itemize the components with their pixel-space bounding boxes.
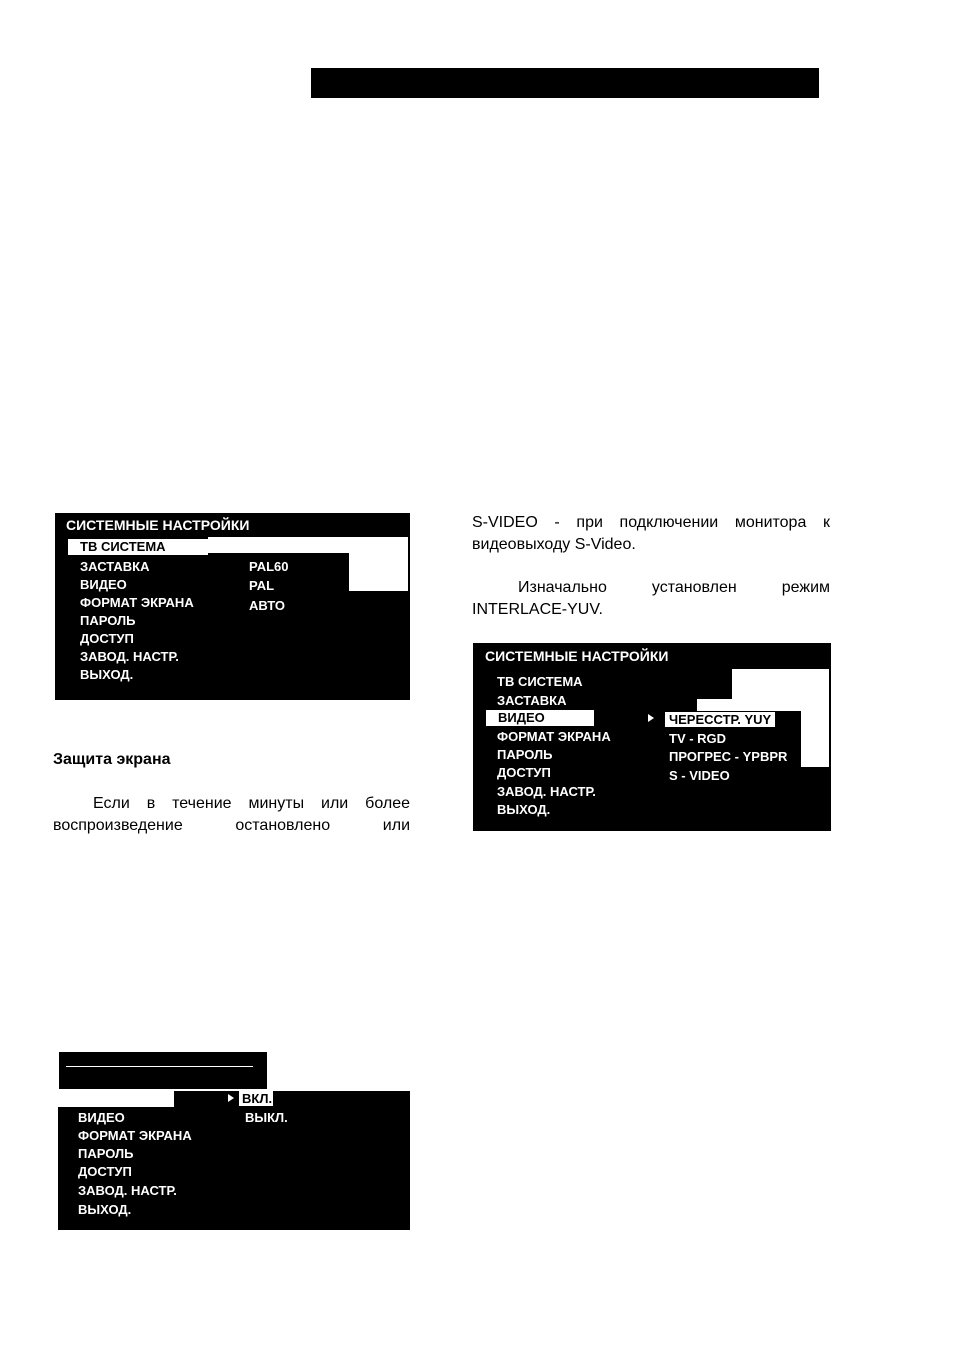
menu-item-access[interactable]: ДОСТУП — [497, 765, 551, 780]
svideo-line-2: видеовыходу S-Video. — [472, 536, 636, 553]
menu-item-screensaver[interactable]: ЗАСТАВКА — [80, 559, 150, 574]
option-tv-rgb[interactable]: TV - RGD — [669, 731, 727, 746]
menu-item-factory-settings[interactable]: ЗАВОД. НАСТР. — [497, 784, 596, 799]
menu-title-bar — [59, 1052, 267, 1089]
menu-item-exit[interactable]: ВЫХОД. — [497, 802, 551, 817]
screen-protection-line-2: воспроизведение остановлено или — [53, 817, 410, 834]
menu-item-video[interactable]: ВИДЕО — [78, 1110, 125, 1125]
menu-white-block — [58, 1091, 174, 1107]
menu-item-exit[interactable]: ВЫХОД. — [78, 1202, 132, 1217]
menu-item-access[interactable]: ДОСТУП — [80, 631, 134, 646]
menu-item-screen-format[interactable]: ФОРМАТ ЭКРАНА — [497, 729, 611, 744]
system-settings-menu-tv — [55, 513, 410, 700]
option-off[interactable]: ВЫКЛ. — [245, 1110, 288, 1125]
screen-protection-line-1: Если в течение минуты или более — [93, 795, 410, 812]
menu-item-screen-format[interactable]: ФОРМАТ ЭКРАНА — [80, 595, 194, 610]
menu-item-password[interactable]: ПАРОЛЬ — [497, 747, 553, 762]
menu-title: СИСТЕМНЫЕ НАСТРОЙКИ — [66, 517, 250, 533]
option-s-video[interactable]: S - VIDEO — [669, 768, 730, 783]
menu-item-tv-system[interactable]: ТВ СИСТЕМА — [497, 674, 583, 689]
menu-white-block — [349, 553, 408, 591]
selection-arrow-icon — [227, 540, 236, 552]
menu-item-exit[interactable]: ВЫХОД. — [80, 667, 134, 682]
menu-white-block — [697, 699, 829, 711]
menu-item-screen-format[interactable]: ФОРМАТ ЭКРАНА — [78, 1128, 192, 1143]
menu-title: СИСТЕМНЫЕ НАСТРОЙКИ — [485, 648, 669, 664]
menu-item-video[interactable]: ВИДЕО — [80, 577, 127, 592]
menu-item-video[interactable]: ВИДЕО — [486, 710, 594, 726]
menu-item-password[interactable]: ПАРОЛЬ — [78, 1146, 134, 1161]
option-on[interactable]: ВКЛ. — [239, 1091, 273, 1106]
menu-item-screensaver[interactable]: ЗАСТАВКА — [497, 693, 567, 708]
option-progressive-ypbpr[interactable]: ПРОГРЕС - YPBPR — [669, 749, 788, 764]
menu-item-access[interactable]: ДОСТУП — [78, 1164, 132, 1179]
option-interlace-yuv[interactable]: ЧЕРЕССТР. YUY — [665, 712, 775, 727]
section-heading-screen-protection: Защита экрана — [53, 751, 171, 768]
default-mode-line-2: INTERLACE-YUV. — [472, 601, 603, 618]
selection-arrow-icon — [228, 1094, 234, 1102]
header-bar — [311, 68, 819, 98]
menu-white-block — [732, 669, 829, 699]
option-pal60[interactable]: PAL60 — [249, 559, 289, 574]
option-pal[interactable]: PAL — [249, 578, 275, 593]
option-auto[interactable]: АВТО — [249, 598, 286, 613]
menu-item-password[interactable]: ПАРОЛЬ — [80, 613, 136, 628]
system-settings-menu-video — [473, 643, 831, 831]
menu-item-factory-settings[interactable]: ЗАВОД. НАСТР. — [80, 649, 179, 664]
menu-item-tv-system[interactable]: ТВ СИСТЕМА — [68, 539, 208, 555]
menu-white-block — [801, 711, 829, 767]
screensaver-menu — [58, 1091, 410, 1230]
menu-item-factory-settings[interactable]: ЗАВОД. НАСТР. — [78, 1183, 177, 1198]
default-mode-line-1: Изначально установлен режим — [518, 579, 830, 596]
selection-arrow-icon — [648, 714, 654, 722]
option-ntsc[interactable]: NTSC — [249, 540, 285, 555]
menu-white-block — [208, 537, 408, 553]
svideo-line-1: S-VIDEO - при подключении монитора к — [472, 514, 830, 531]
divider — [66, 1066, 253, 1067]
